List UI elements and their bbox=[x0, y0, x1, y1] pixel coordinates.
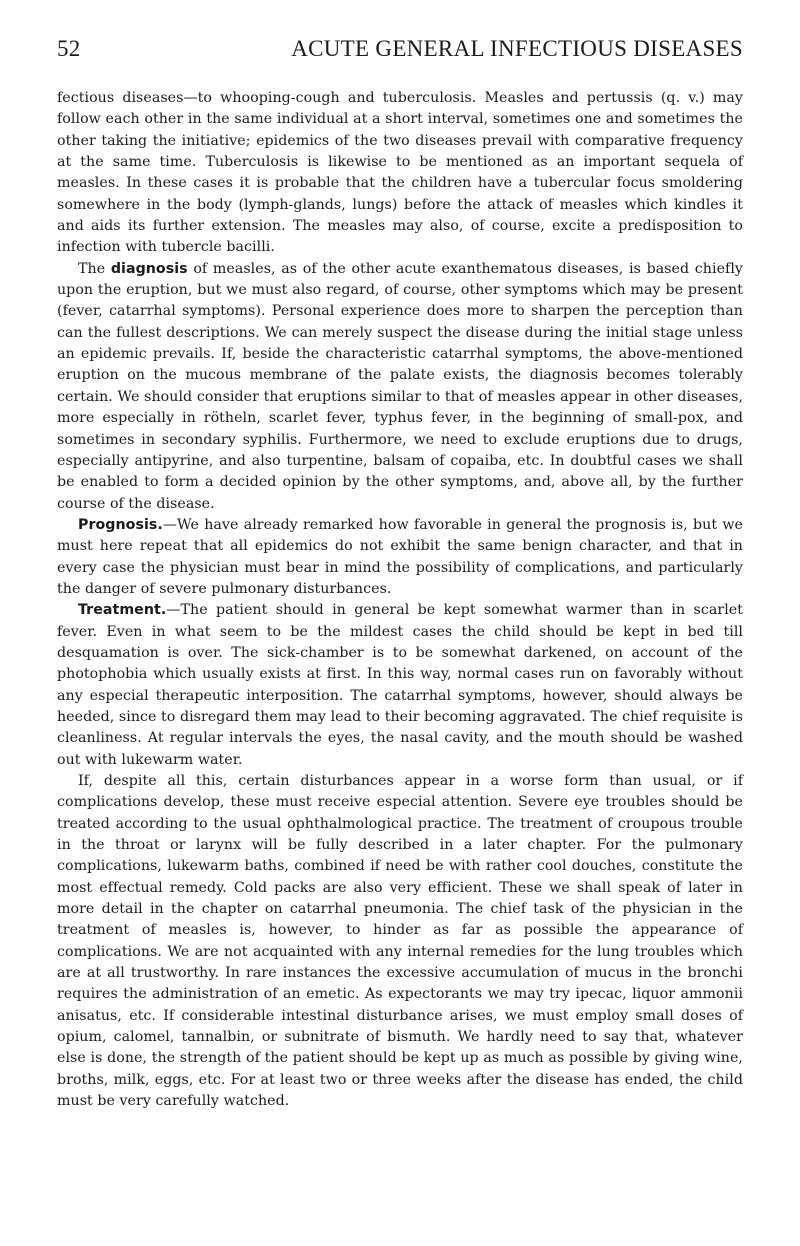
paragraph-complications: If, despite all this, certain disturbances appear in a worse form than usual, or if complications develop, these must receive especial attention. Severe eye troubles should be treated according to the usual ophthalmological practice. The treatment of croupous trouble in the throat or larynx will be fully described in a later chapter. For the pulmonary complications, lukewarm baths, combined if need be with rather cool douches, constitute the most effectual remedy. Cold packs are also very efficient. These we shall speak of later in more detail in the chapter on catarrhal pneumonia. The chief task of the physician in the treatment of measles is, however, to hinder as far as possible the appearance of complications. We are not acquainted with any internal remedies for the lung troubles which are at all trustworthy. In rare instances the excessive accumulation of mucus in the bronchi requires the administration of an emetic. As expectorants we may try ipecac, liquor ammonii anisatus, etc. If considerable intestinal disturbance arises, we must employ small doses of opium, calomel, tannalbin, or subnitrate of bismuth. We hardly need to say that, whatever else is done, the strength of the patient should be kept up as much as possible by giving wine, broths, milk, eggs, etc. For at least two or three weeks after the disease has ended, the child must be very carefully watched. bbox=[57, 773, 743, 1110]
body-text bbox=[57, 88, 743, 1113]
paragraph-treatment bbox=[57, 600, 743, 771]
treatment-heading: Treatment. bbox=[78, 602, 167, 619]
running-title: ACUTE GENERAL INFECTIOUS DISEASES bbox=[291, 36, 743, 61]
prognosis-text: —We have already remarked how favorable in general the prognosis is, but we must here repeat that all epidemics do not exhibit the same benign character, and that in every case the physician must bear in mind the possibility of complications, and particularly the danger of severe pulmonary disturbances. bbox=[57, 516, 743, 597]
diagnosis-lead: The bbox=[78, 260, 111, 277]
paragraph-continuation: fectious diseases—to whooping-cough and tuberculosis. Measles and pertussis (q. v.) may follow each other in the same individual at a short interval, sometimes one and sometimes the other taking the initiative; epidemics of the two diseases prevail with comparative frequency at the same time. Tuberculosis is likewise to be mentioned as an important sequela of measles. In these cases it is probable that the children have a tubercular focus smoldering somewhere in the body (lymph-glands, lungs) before the attack of measles which kindles it and aids its further extension. The measles may also, of course, excite a predisposition to infection with tubercle bacilli. bbox=[57, 90, 743, 256]
book-page bbox=[57, 34, 743, 1113]
paragraph-diagnosis bbox=[57, 259, 743, 515]
diagnosis-text: of measles, as of the other acute exanthematous diseases, is based chiefly upon the eruption, but we must also regard, of course, other symptoms which may be present (fever, catarrhal symptoms). Personal experience does more to sharpen the perception than can the fullest descriptions. We can merely suspect the disease during the initial stage unless an epidemic prevails. If, beside the characteristic catarrhal symptoms, the above-mentioned eruption on the mucous membrane of the palate exists, the diagnosis becomes tolerably certain. We should consider that eruptions similar to that of measles appear in other diseases, more especially in rötheln, scarlet fever, typhus fever, in the beginning of small-pox, and sometimes in secondary syphilis. Furthermore, we need to exclude eruptions due to drugs, especially antipyrine, and also turpentine, balsam of copaiba, etc. In doubtful cases we shall be enabled to form a decided opinion by the other symptoms, and, above all, by the further course of the disease. bbox=[57, 260, 743, 512]
treatment-text: —The patient should in general be kept somewhat warmer than in scarlet fever. Even in what seem to be the mildest cases the child should be kept in bed till desquamation is over. The sick-chamber is to be somewhat darkened, on account of the photophobia which usually exists at first. In this way, normal cases run on favorably without any especial therapeutic interposition. The catarrhal symptoms, however, should always be heeded, since to disregard them may lead to their becoming aggravated. The chief requisite is cleanliness. At regular intervals the eyes, the nasal cavity, and the mouth should be washed out with lukewarm water. bbox=[57, 602, 743, 768]
running-head bbox=[57, 34, 743, 62]
paragraph-prognosis bbox=[57, 515, 743, 600]
diagnosis-heading: diagnosis bbox=[110, 260, 188, 277]
page-number: 52 bbox=[57, 36, 81, 61]
prognosis-heading: Prognosis. bbox=[78, 516, 163, 533]
